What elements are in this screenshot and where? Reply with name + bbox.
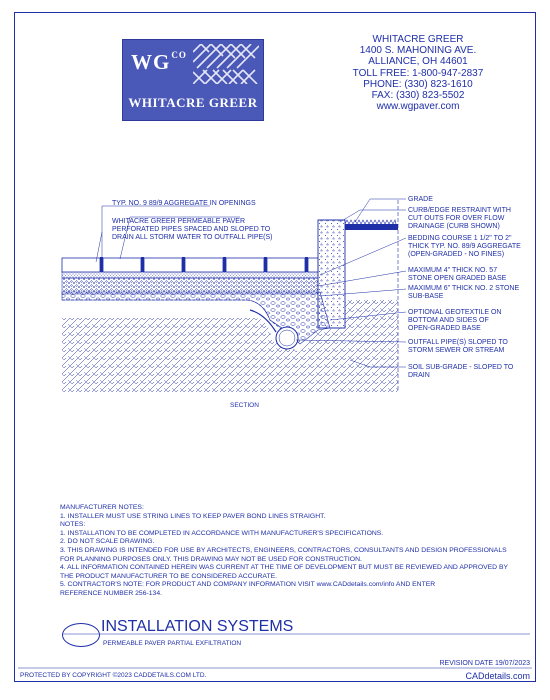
callout-soil-2: DRAIN (408, 372, 430, 379)
copyright-text: PROTECTED BY COPYRIGHT ©2023 CADDETAILS.COM LTD. (20, 672, 207, 679)
title-block-subtitle: PERMEABLE PAVER PARTIAL EXFILTRATION (103, 640, 242, 647)
note-line: NOTES: (60, 521, 86, 529)
callout-geotextile-1: OPTIONAL GEOTEXTILE ON (408, 309, 502, 316)
callout-curb-2: CUT OUTS FOR OVER FLOW (408, 215, 505, 222)
callout-curb-1: CURB/EDGE RESTRAINT WITH (408, 207, 511, 214)
note-line: 1. INSTALLATION TO BE COMPLETED IN ACCORDANCE WITH MANUFACTURER'S SPECIFICATIONS. (60, 529, 384, 537)
callout-bedding-1: BEDDING COURSE 1 1/2" TO 2" (408, 235, 512, 242)
callout-subbase-2: SUB-BASE (408, 293, 444, 300)
company-toll-free: TOLL FREE: 1-800-947-2837 (352, 67, 484, 79)
callout-grade: GRADE (408, 196, 433, 203)
callout-bedding-2: THICK TYP. NO. 89/9 AGGREGATE (408, 243, 521, 250)
callout-perforated-pipes: PERFORATED PIPES SPACED AND SLOPED TO (112, 226, 271, 233)
callout-base-1: MAXIMUM 4" THICK NO. 57 (408, 267, 498, 274)
callout-outfall-1: OUTFALL PIPE(S) SLOPED TO (408, 339, 508, 346)
logo-mark: $WG^{CO}$ (131, 50, 187, 74)
callout-soil-1: SOIL SUB-GRADE - SLOPED TO (408, 364, 514, 371)
company-fax: FAX: (330) 823-5502 (371, 90, 465, 102)
company-street: 1400 S. MAHONING AVE. (359, 45, 477, 57)
callout-perforated-pipes-2: DRAIN ALL STORM WATER TO OUTFALL PIPE(S) (112, 234, 273, 241)
section-label: SECTION (230, 402, 259, 409)
note-line: THE PRODUCT MANUFACTURER TO BE CONSIDERED ACCURATE. (60, 572, 278, 580)
note-line: REFERENCE NUMBER 256-134. (60, 589, 162, 597)
callout-aggregate-openings: TYP. NO. 9 89/9 AGGREGATE IN OPENINGS (112, 200, 256, 207)
note-line: 4. ALL INFORMATION CONTAINED HEREIN WAS CURRENT AT THE TIME OF DEVELOPMENT BUT MUST BE REVIEWED AND APPROVED BY (60, 564, 509, 572)
callout-subbase-1: MAXIMUM 6" THICK NO. 2 STONE (408, 285, 520, 292)
revision-date: REVISION DATE 19/07/2023 (439, 660, 530, 667)
company-website[interactable]: www.wgpaver.com (376, 101, 460, 113)
note-line: 2. DO NOT SCALE DRAWING. (60, 538, 155, 546)
company-name: WHITACRE GREER (372, 34, 464, 45)
callout-permeable-paver: WHITACRE GREER PERMEABLE PAVER (112, 218, 246, 225)
note-line: 5. CONTRACTOR'S NOTE: FOR PRODUCT AND COMPANY INFORMATION VISIT www.CADdetails.com/info AND ENTER (60, 581, 436, 589)
callout-bedding-3: (OPEN-GRADED - NO FINES) (408, 251, 505, 258)
note-line: 3. THIS DRAWING IS INTENDED FOR USE BY ARCHITECTS, ENGINEERS, CONTRACTORS, CONSULTANTS AND DESIGN PROFESSIONALS (60, 546, 507, 554)
caddetails-brand[interactable]: CADdetails.com (465, 671, 530, 681)
callout-base-2: STONE OPEN GRADED BASE (408, 275, 507, 282)
callout-geotextile-2: BOTTOM AND SIDES OF (408, 317, 489, 324)
company-phone: PHONE: (330) 823-1610 (363, 78, 473, 90)
callout-curb-3: DRAINAGE (CURB SHOWN) (408, 223, 500, 230)
logo-company-name: WHITACRE GREER (128, 95, 258, 110)
company-city: ALLIANCE, OH 44601 (368, 56, 468, 68)
note-line: FOR PLANNING PURPOSES ONLY. THIS DRAWING MAY NOT BE USED FOR CONSTRUCTION. (60, 555, 362, 563)
note-line: 1. INSTALLER MUST USE STRING LINES TO KEEP PAVER BOND LINES STRAIGHT. (60, 512, 326, 520)
title-block-title: INSTALLATION SYSTEMS (101, 618, 294, 635)
note-line: MANUFACTURER NOTES: (60, 504, 144, 511)
callout-geotextile-3: OPEN-GRADED BASE (408, 325, 481, 332)
callout-outfall-2: STORM SEWER OR STREAM (408, 347, 505, 354)
